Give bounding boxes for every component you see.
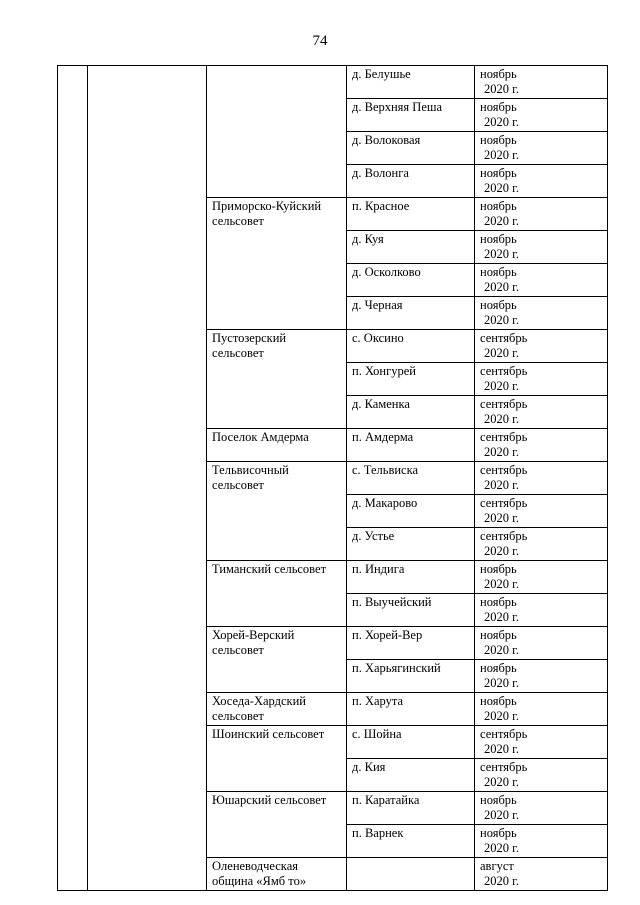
date-cell [475,627,608,660]
settlement-cell: п. Выучейский [347,594,475,627]
date-month: ноябрь [480,100,517,114]
date-cell [475,330,608,363]
date-cell [475,66,608,99]
council-cell [207,66,347,198]
date-year: 2020 г. [484,280,519,294]
date-month: сентябрь [480,364,528,378]
date-year: 2020 г. [484,412,519,426]
date-cell [475,429,608,462]
settlement-cell: д. Куя [347,231,475,264]
council-cell: Пустозерский сельсовет [207,330,347,429]
date-year: 2020 г. [484,148,519,162]
date-year: 2020 г. [484,544,519,558]
settlement-cell: п. Хонгурей [347,363,475,396]
date-cell [475,132,608,165]
date-cell [475,363,608,396]
number-cell [58,66,88,891]
date-month: сентябрь [480,331,528,345]
settlement-cell: с. Шойна [347,726,475,759]
settlement-cell: п. Хорей-Вер [347,627,475,660]
date-year: 2020 г. [484,742,519,756]
date-month: ноябрь [480,595,517,609]
date-cell [475,198,608,231]
date-month: ноябрь [480,562,517,576]
date-cell [475,231,608,264]
settlement-cell: д. Черная [347,297,475,330]
date-cell [475,561,608,594]
settlement-cell: д. Осколково [347,264,475,297]
date-month: сентябрь [480,760,528,774]
date-month: ноябрь [480,628,517,642]
date-month: сентябрь [480,430,528,444]
settlement-cell: п. Харута [347,693,475,726]
date-year: 2020 г. [484,115,519,129]
table-row [58,66,608,99]
settlement-cell: д. Макарово [347,495,475,528]
date-month: ноябрь [480,265,517,279]
date-month: ноябрь [480,199,517,213]
date-year: 2020 г. [484,511,519,525]
date-cell [475,165,608,198]
date-year: 2020 г. [484,874,519,888]
date-cell [475,660,608,693]
date-cell [475,726,608,759]
settlement-cell: п. Красное [347,198,475,231]
date-year: 2020 г. [484,247,519,261]
settlement-cell: д. Верхняя Пеша [347,99,475,132]
date-cell [475,594,608,627]
date-month: август [480,859,514,873]
schedule-table [57,65,608,891]
settlement-cell: п. Харьягинский [347,660,475,693]
date-cell [475,297,608,330]
council-cell: Шоинский сельсовет [207,726,347,792]
settlement-cell: п. Индига [347,561,475,594]
date-year: 2020 г. [484,478,519,492]
date-cell [475,396,608,429]
date-year: 2020 г. [484,313,519,327]
date-year: 2020 г. [484,181,519,195]
date-month: ноябрь [480,232,517,246]
date-cell [475,462,608,495]
settlement-cell: п. Каратайка [347,792,475,825]
date-year: 2020 г. [484,775,519,789]
council-cell: Поселок Амдерма [207,429,347,462]
date-cell [475,792,608,825]
settlement-cell [347,858,475,891]
date-cell [475,99,608,132]
settlement-cell: д. Устье [347,528,475,561]
settlement-cell: д. Волоковая [347,132,475,165]
schedule-table-body [58,66,608,891]
date-cell [475,693,608,726]
date-month: сентябрь [480,727,528,741]
date-month: ноябрь [480,694,517,708]
date-month: ноябрь [480,133,517,147]
settlement-cell: с. Тельвиска [347,462,475,495]
date-cell [475,825,608,858]
date-cell [475,495,608,528]
settlement-cell: д. Каменка [347,396,475,429]
date-year: 2020 г. [484,676,519,690]
date-year: 2020 г. [484,841,519,855]
date-month: сентябрь [480,496,528,510]
council-cell: Хоседа-Хардский сельсовет [207,693,347,726]
date-year: 2020 г. [484,709,519,723]
settlement-cell: п. Амдерма [347,429,475,462]
date-cell [475,858,608,891]
date-month: сентябрь [480,529,528,543]
date-year: 2020 г. [484,643,519,657]
settlement-cell: с. Оксино [347,330,475,363]
date-month: ноябрь [480,67,517,81]
date-month: ноябрь [480,793,517,807]
page-number: 74 [312,33,328,49]
district-cell [88,66,207,891]
settlement-cell: п. Варнек [347,825,475,858]
date-year: 2020 г. [484,379,519,393]
date-month: ноябрь [480,298,517,312]
date-year: 2020 г. [484,214,519,228]
settlement-cell: д. Кия [347,759,475,792]
date-year: 2020 г. [484,346,519,360]
date-month: ноябрь [480,826,517,840]
date-cell [475,264,608,297]
date-year: 2020 г. [484,445,519,459]
date-year: 2020 г. [484,82,519,96]
date-month: сентябрь [480,397,528,411]
settlement-cell: д. Волонга [347,165,475,198]
date-cell [475,759,608,792]
council-cell: Приморско-Куйский сельсовет [207,198,347,330]
date-month: ноябрь [480,166,517,180]
council-cell: Юшарский сельсовет [207,792,347,858]
council-cell: Хорей-Верский сельсовет [207,627,347,693]
date-year: 2020 г. [484,577,519,591]
council-cell: Тельвисочный сельсовет [207,462,347,561]
date-month: ноябрь [480,661,517,675]
date-month: сентябрь [480,463,528,477]
council-cell: Тиманский сельсовет [207,561,347,627]
date-cell [475,528,608,561]
council-cell: Оленеводческая община «Ямб то» [207,858,347,891]
date-year: 2020 г. [484,808,519,822]
settlement-cell: д. Белушье [347,66,475,99]
date-year: 2020 г. [484,610,519,624]
